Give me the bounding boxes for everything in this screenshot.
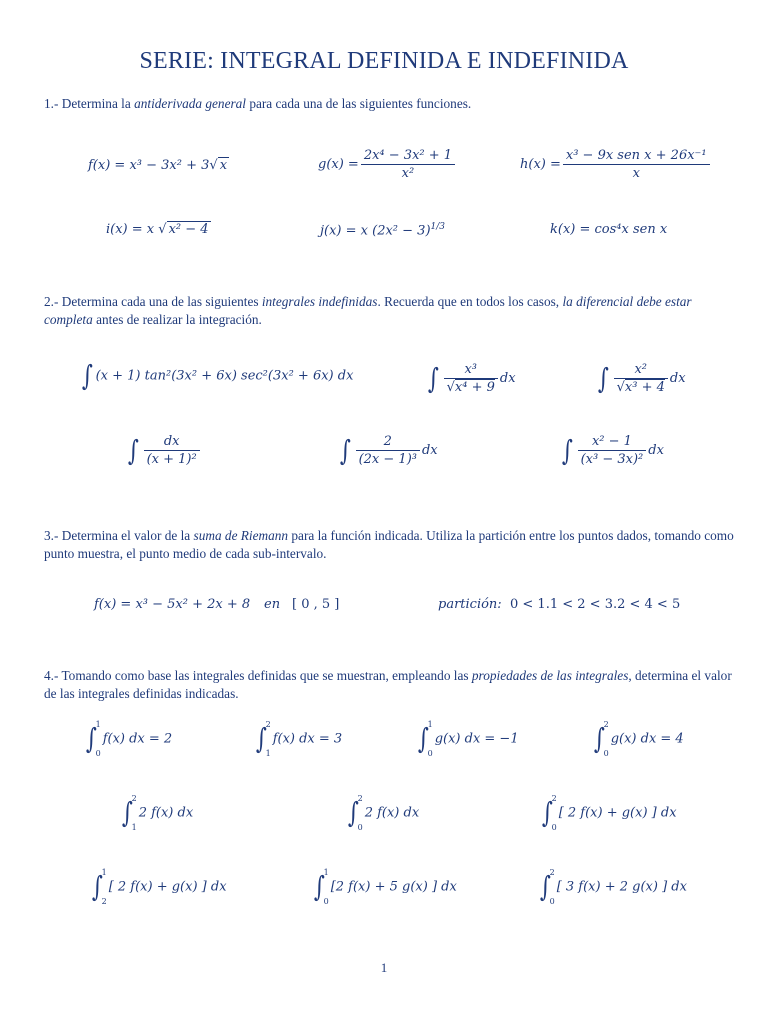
given-integral: ∫ 1 0 f(x) dx = 2: [85, 720, 173, 758]
integral-2-1: ∫ (x + 1) tan²(3x² + 6x) sec²(3x² + 6x) dx: [81, 359, 354, 392]
integral-sign-icon: ∫: [347, 796, 359, 829]
integral-sign-icon: ∫: [539, 870, 551, 903]
integral-sign-icon: ∫: [127, 433, 139, 467]
function-f: f(x) = x³ − 3x² + 3√ x: [88, 158, 228, 173]
integral-2-4: ∫ $\frac{dx}{\text{(x + 1)²}}$: [126, 434, 202, 467]
find-integral: ∫ 2 1 2 f(x) dx: [121, 794, 194, 832]
find-integral: ∫ 1 2 [ 2 f(x) + g(x) ] dx: [91, 868, 227, 906]
integral-sign-icon: ∫: [81, 359, 93, 392]
integral-sign-icon: ∫: [417, 722, 429, 755]
integral-sign-icon: ∫: [561, 433, 573, 467]
integral-sign-icon: ∫: [597, 361, 609, 395]
integral-2-3: ∫ $\frac{\text{x²}}{\text{√x³ + 4}}$ dx: [597, 361, 686, 395]
integral-sign-icon: ∫: [121, 796, 133, 829]
function-h: h(x) = $\frac{\text{x³ − 9x sen x + 26x⁻¹}}{x}$: [520, 148, 712, 181]
integral-sign-icon: ∫: [427, 361, 439, 395]
integral-sign-icon: ∫: [593, 722, 605, 755]
integral-sign-icon: ∫: [339, 433, 351, 467]
find-integral: ∫ 2 0 2 f(x) dx: [347, 794, 420, 832]
partition-values: 0 < 1.1 < 2 < 3.2 < 4 < 5: [510, 597, 681, 612]
integral-2-2: ∫ $\frac{\text{x³}}{\text{√x⁴ + 9}}$ dx: [427, 361, 516, 395]
function-g: g(x) = $\frac{\text{2x⁴ − 3x² + 1}}{\text{x²}}$: [318, 148, 457, 181]
integral-sign-icon: ∫: [313, 870, 325, 903]
given-integral: ∫ 1 0 g(x) dx = −1: [417, 720, 519, 758]
riemann-en: en: [264, 597, 281, 612]
integral-sign-icon: ∫: [255, 722, 267, 755]
question-2-text: 2.- Determina cada una de las siguientes integrales indefinidas. Recuerda que en todos los casos, la diferencial debe estar completa antes de realizar la integración.: [44, 294, 692, 327]
integral-sign-icon: ∫: [85, 722, 97, 755]
function-j: j(x) = x $(2x^2 - 3)^{1/3}$: [320, 222, 445, 239]
given-integral: ∫ 2 0 g(x) dx = 4: [593, 720, 684, 758]
integral-sign-icon: ∫: [541, 796, 553, 829]
partition-label: partición:: [438, 597, 502, 612]
riemann-function: f(x) = x³ − 5x² + 2x + 8: [94, 597, 251, 612]
question-3-text: 3.- Determina el valor de la suma de Riemann para la función indicada. Utiliza la partición entre los puntos dados, tomando como punto muestra, el punto medio de cada sub-intervalo.: [44, 528, 734, 561]
find-integral: ∫ 1 0 [2 f(x) + 5 g(x) ] dx: [313, 868, 457, 906]
page-title: SERIE: INTEGRAL DEFINIDA E INDEFINIDA: [139, 48, 629, 74]
integral-2-5: ∫ $\frac{2}{\text{(2x − 1)³}}$ dx: [339, 433, 438, 467]
given-integral: ∫ 2 1 f(x) dx = 3: [255, 720, 343, 758]
integral-sign-icon: ∫: [91, 870, 103, 903]
question-1-text: 1.- Determina la antiderivada general para cada una de las siguientes funciones.: [44, 96, 472, 111]
integral-2-6: ∫ $\frac{\text{x² − 1}}{\text{(x³ − 3x)²}}$ dx: [561, 433, 664, 467]
find-integral: ∫ 2 0 [ 3 f(x) + 2 g(x) ] dx: [539, 868, 687, 906]
riemann-interval: [ 0 , 5 ]: [292, 597, 340, 612]
function-k: k(x) = cos⁴x sen x: [550, 222, 668, 237]
find-integral: ∫ 2 0 [ 2 f(x) + g(x) ] dx: [541, 794, 677, 832]
function-i: i(x) = x √ x² − 4: [106, 222, 209, 237]
question-4-text: 4.- Tomando como base las integrales definidas que se muestran, empleando las propiedades de las integrales, determina el valor de las integrales definidas indicadas.: [44, 668, 732, 701]
page-number: 1: [380, 960, 388, 975]
